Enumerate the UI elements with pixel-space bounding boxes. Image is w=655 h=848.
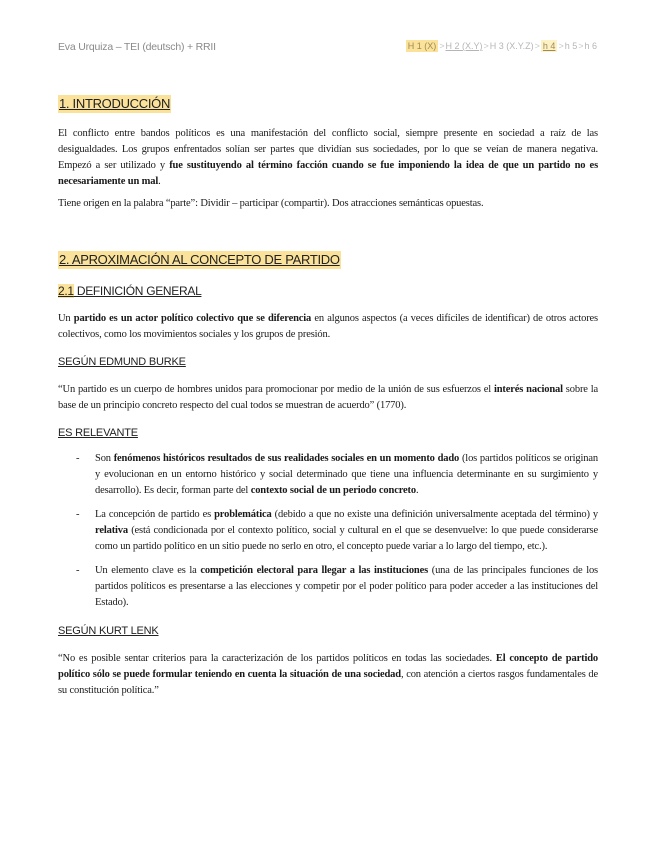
legend-h2: H 2 (X.Y) <box>445 41 483 51</box>
list-item: - Son fenómenos históricos resultados de sus realidades sociales en un momento dado (los partidos políticos se originan y evolucionan en un entorno histórico y social determinado que tiene una influencia determinante en su surgimiento y desarrollo). Es decir, forman parte del contexto social de un periodo concreto. <box>76 453 598 496</box>
legend-h5: h 5 <box>564 41 578 51</box>
heading-burke: SEGÚN EDMUND BURKE <box>58 356 186 368</box>
list-item: - La concepción de partido es problemática (debido a que no existe una definición universalmente aceptada del término) y relativa (está condicionada por el contexto político, social y cultural en el que se desenvuelve: lo que puede considerarse como un partido político en un sitio puede no serlo en otro, el concepto puede variar a lo largo del tiempo, etc.). <box>76 509 598 552</box>
heading-legend: H 1 (X) >H 2 (X.Y)>H 3 (X.Y.Z)> h 4 >h 5>h 6 <box>407 41 597 51</box>
relevante-list <box>58 451 598 611</box>
heading-definicion-general: 2.1 DEFINICIÓN GENERAL <box>58 284 202 298</box>
list-item: - Un elemento clave es la competición electoral para llegar a las instituciones (una de las principales funciones de los partidos políticos es presentarse a las elecciones y competir por el poder político para poder acceder a las instituciones del Estado). <box>76 565 598 608</box>
legend-h4: h 4 <box>542 41 556 51</box>
heading-es-relevante: ES RELEVANTE <box>58 427 138 439</box>
definicion-paragraph: Un partido es un actor político colectivo que se diferencia en algunos aspectos (a veces difíciles de identificar) de otros actores colectivos, como los movimientos sociales y los grupos de presión. <box>58 313 598 340</box>
burke-quote: “Un partido es un cuerpo de hombres unidos para promocionar por medio de la unión de sus esfuerzos el interés nacional sobre la base de un principio concreto respecto del cual todos se muestran de acuerdo” (1770). <box>58 384 598 411</box>
intro-paragraph-1: El conflicto entre bandos políticos es una manifestación del conflicto social, siempre presente en sociedad a raíz de las desigualdades. Los grupos enfrentados solían ser partes que dividían sus sociedades, por lo que se veían de manera negativa. Empezó a ser utilizado y fue sustituyendo al término facción cuando se fue imponiendo la idea de que un partido no es necesariamente un mal. <box>58 128 599 187</box>
heading-aproximacion: 2. APROXIMACIÓN AL CONCEPTO DE PARTIDO <box>59 252 340 267</box>
legend-h6: h 6 <box>584 41 597 51</box>
heading-introduccion: 1. INTRODUCCIÓN <box>59 96 171 111</box>
legend-h3: H 3 (X.Y.Z) <box>489 41 534 51</box>
document-body <box>58 95 598 699</box>
legend-h1: H 1 (X) <box>407 41 437 51</box>
intro-paragraph-2: Tiene origen en la palabra “parte”: Dividir – participar (compartir). Dos atracciones semánticas opuestas. <box>58 198 484 209</box>
heading-lenk: SEGÚN KURT LENK <box>58 625 159 637</box>
lenk-quote: “No es posible sentar criterios para la caracterización de los partidos políticos en todas las sociedades. El concepto de partido político sólo se puede formular teniendo en cuenta la situación de una sociedad, con atención a ciertos rasgos fundamentales de su constitución política.” <box>58 653 599 696</box>
header-author: Eva Urquiza – TEI (deutsch) + RRII <box>58 41 216 53</box>
